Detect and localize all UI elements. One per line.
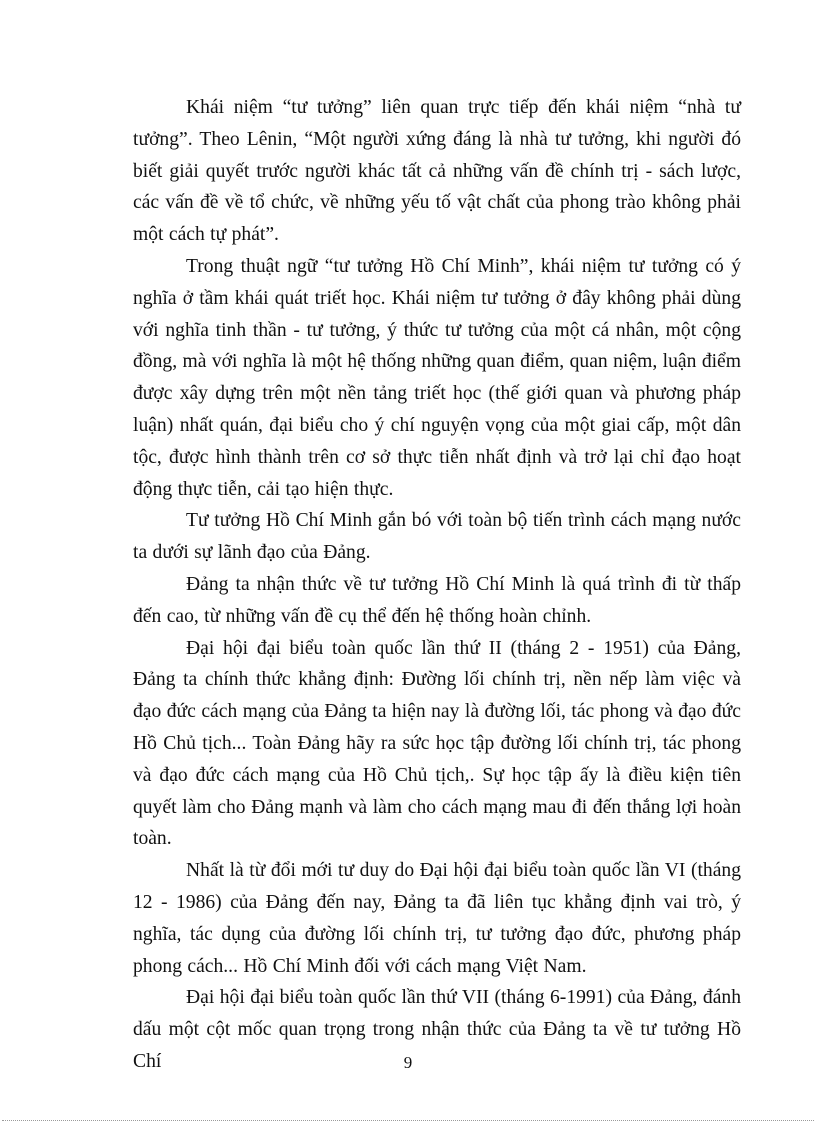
page-number: 9 bbox=[403, 1053, 413, 1072]
paragraph-ho-chi-minh-thought-term: Trong thuật ngữ “tư tưởng Hồ Chí Minh”, khái niệm tư tưởng có ý nghĩa ở tầm khái quát triết học. Khái niệm tư tưởng ở đây không phải dùng với nghĩa tinh thần - tư tưởng, ý thức tư tưởng của một cá nhân, một cộng đồng, mà với nghĩa là một hệ thống những quan điểm, quan niệm, luận điểm được xây dựng trên một nền tảng triết học (thế giới quan và phương pháp luận) nhất quán, đại biểu cho ý chí nguyện vọng của một giai cấp, một dân tộc, được hình thành trên cơ sở thực tiễn nhất định và trở lại chỉ đạo hoạt động thực tiễn, cải tạo hiện thực. bbox=[133, 255, 741, 500]
paragraph-sixth-congress: Nhất là từ đổi mới tư duy do Đại hội đại biểu toàn quốc lần VI (tháng 12 - 1986) của Đảng đến nay, Đảng ta đã liên tục khẳng định vai trò, ý nghĩa, tác dụng của đường lối chính trị, tư tưởng đạo đức, phương pháp phong cách... Hồ Chí Minh đối với cách mạng Việt Nam. bbox=[133, 860, 741, 977]
paragraph-second-congress: Đại hội đại biểu toàn quốc lần thứ II (tháng 2 - 1951) của Đảng, Đảng ta chính thức khẳng định: Đường lối chính trị, nền nếp làm việc và đạo đức cách mạng của Đảng ta hiện nay là đường lối, tác phong và đạo đức Hồ Chủ tịch... Toàn Đảng hãy ra sức học tập đường lối chính trị, tác phong và đạo đức cách mạng của Hồ Chủ tịch,. Sự học tập ấy là điều kiện tiên quyết làm cho Đảng mạnh và làm cho cách mạng mau đi đến thắng lợi hoàn toàn. bbox=[133, 637, 741, 850]
body-text bbox=[133, 92, 741, 1078]
page-bottom-divider bbox=[2, 1120, 814, 1121]
paragraph-party-awareness: Đảng ta nhận thức về tư tưởng Hồ Chí Minh là quá trình đi từ thấp đến cao, từ những vấn đề cụ thể đến hệ thống hoàn chỉnh. bbox=[133, 573, 741, 627]
paragraph-concept-of-thought: Khái niệm “tư tưởng” liên quan trực tiếp đến khái niệm “nhà tư tưởng”. Theo Lênin, “Một người xứng đáng là nhà tư tưởng, khi người đó biết giải quyết trước người khác tất cả những vấn đề chính trị - sách lược, các vấn đề về tổ chức, về những yếu tố vật chất của phong trào không phải một cách tự phát”. bbox=[133, 97, 741, 246]
paragraph-seventh-congress: Đại hội đại biểu toàn quốc lần thứ VII (tháng 6-1991) của Đảng, đánh dấu một cột mốc quan trọng trong nhận thức của Đảng ta về tư tưởng Hồ Chí bbox=[133, 987, 741, 1072]
paragraph-revolution-process: Tư tưởng Hồ Chí Minh gắn bó với toàn bộ tiến trình cách mạng nước ta dưới sự lãnh đạo của Đảng. bbox=[133, 510, 741, 564]
